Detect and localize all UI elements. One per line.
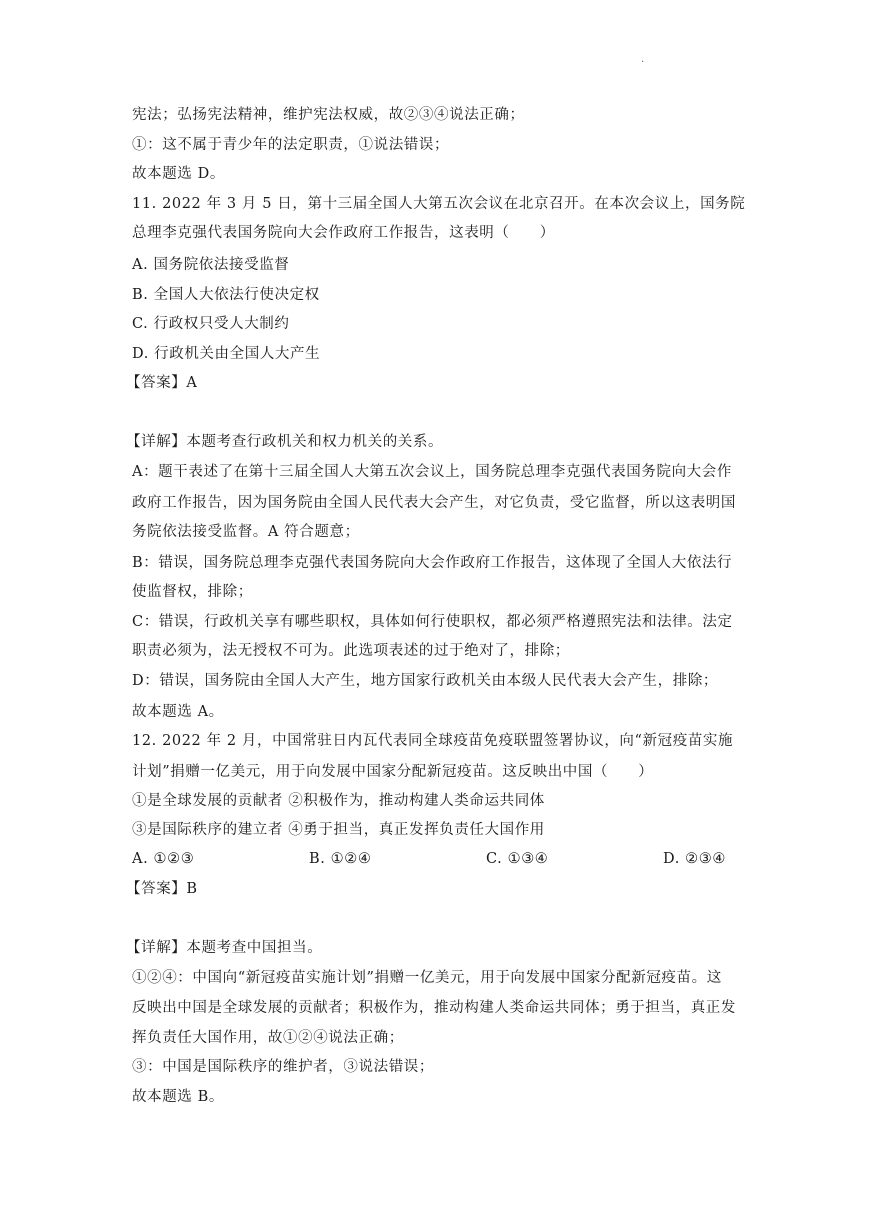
question-12-option-a: A. ①②③ xyxy=(132,851,195,867)
question-12-explain-2: 反映出中国是全球发展的贡献者；积极作为，推动构建人类命运共同体；勇于担当，真正发 xyxy=(132,1000,736,1016)
question-12-options xyxy=(132,850,752,868)
question-12-stem-line-2: 计划”捐赠一亿美元，用于向发展中国家分配新冠疫苗。这反映出中国（ ） xyxy=(132,764,654,780)
prev-answer-line-1: 宪法；弘扬宪法精神，维护宪法权威，故②③④说法正确； xyxy=(132,107,525,123)
question-12-option-d: D. ②③④ xyxy=(663,851,726,867)
question-11-explain-b-2: 使监督权，排除； xyxy=(132,584,253,600)
question-12-statements-2: ③是国际秩序的建立者 ④勇于担当，真正发挥负责任大国作用 xyxy=(132,822,545,838)
question-11-stem-line-2: 总理李克强代表国务院向大会作政府工作报告，这表明（ ） xyxy=(132,225,555,241)
question-11-explain-a-2: 政府工作报告，因为国务院由全国人民代表大会产生，对它负责，受它监督，所以这表明国 xyxy=(132,495,736,511)
question-12-statements-1: ①是全球发展的贡献者 ②积极作为，推动构建人类命运共同体 xyxy=(132,793,545,809)
question-12-answer: 【答案】B xyxy=(126,881,198,897)
question-11-detail-heading: 【详解】本题考查行政机关和权力机关的关系。 xyxy=(126,434,444,450)
question-11-option-b: B. 全国人大依法行使决定权 xyxy=(132,287,320,303)
question-11-conclusion: 故本题选 A。 xyxy=(132,704,224,720)
question-11-explain-a-1: A：题干表述了在第十三届全国人大第五次会议上，国务院总理李克强代表国务院向大会作 xyxy=(132,464,732,480)
question-11-stem-line-1: 11. 2022 年 3 月 5 日，第十三届全国人大第五次会议在北京召开。在本次会议上，国务院 xyxy=(132,196,746,212)
prev-answer-conclusion: 故本题选 D。 xyxy=(132,166,225,182)
question-12-explain-3: 挥负责任大国作用，故①②④说法正确； xyxy=(132,1030,404,1046)
question-11-option-d: D. 行政机关由全国人大产生 xyxy=(132,346,321,362)
question-12-option-b: B. ①②④ xyxy=(309,851,372,867)
question-12-option-c: C. ①③④ xyxy=(486,851,549,867)
question-11-explain-d-1: D：错误，国务院由全国人大产生，地方国家行政机关由本级人民代表大会产生，排除； xyxy=(132,673,719,689)
header-mark: . xyxy=(641,54,645,65)
prev-answer-line-2: ①：这不属于青少年的法定职责，①说法错误； xyxy=(132,137,450,153)
question-11-explain-c-2: 职责必须为，法无授权不可为。此选项表述的过于绝对了，排除； xyxy=(132,643,570,659)
question-12-conclusion: 故本题选 B。 xyxy=(132,1089,224,1105)
question-12-explain-4: ③：中国是国际秩序的维护者，③说法错误； xyxy=(132,1059,434,1075)
question-11-answer: 【答案】A xyxy=(126,375,198,391)
question-12-detail-heading: 【详解】本题考查中国担当。 xyxy=(126,940,323,956)
question-12-explain-1: ①②④：中国向“新冠疫苗实施计划”捐赠一亿美元，用于向发展中国家分配新冠疫苗。这 xyxy=(132,970,722,986)
question-12-stem-line-1: 12. 2022 年 2 月，中国常驻日内瓦代表同全球疫苗免疫联盟签署协议，向“新冠疫苗实施 xyxy=(132,733,734,749)
question-11-option-c: C. 行政权只受人大制约 xyxy=(132,316,290,332)
question-11-explain-a-3: 务院依法接受监督。A 符合题意； xyxy=(132,524,360,540)
question-11-explain-b-1: B：错误，国务院总理李克强代表国务院向大会作政府工作报告，这体现了全国人大依法行 xyxy=(132,555,733,571)
question-11-option-a: A. 国务院依法接受监督 xyxy=(132,257,290,273)
question-11-explain-c-1: C：错误，行政机关享有哪些职权，具体如何行使职权，都必须严格遵照宪法和法律。法定 xyxy=(132,614,733,630)
